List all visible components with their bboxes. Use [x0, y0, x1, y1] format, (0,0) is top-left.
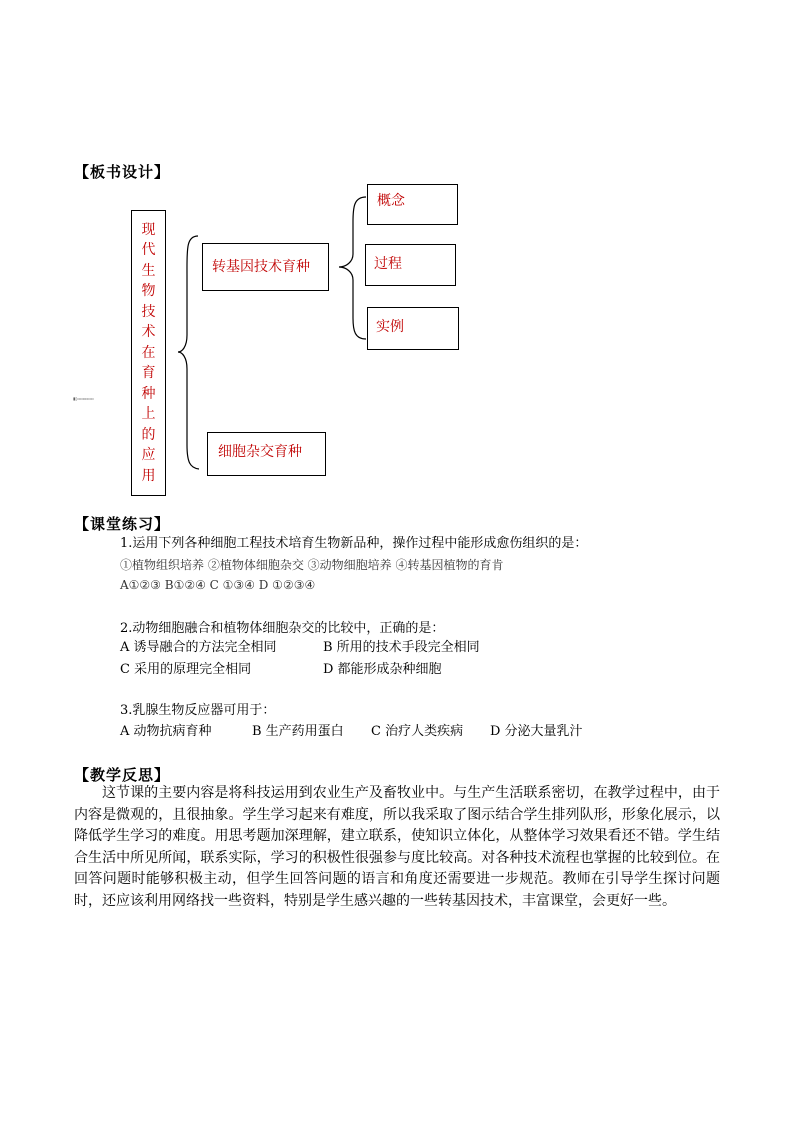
- q2-option-d: D 都能形成杂种细胞: [323, 662, 442, 677]
- q2-stem: 2.动物细胞融合和植物体细胞杂交的比较中，正确的是：: [120, 621, 445, 636]
- small-brace: [339, 197, 366, 339]
- process-label: 过程: [374, 256, 402, 272]
- q3-option-a: A 动物抗病育种: [120, 724, 212, 739]
- example-box: [367, 307, 459, 350]
- q1-items: ①植物组织培养 ②植物体细胞杂交 ③动物细胞培养 ④转基因植物的育肯: [120, 558, 504, 572]
- board-design-heading: 【板书设计】: [74, 163, 171, 181]
- q1-stem: 1.运用下列各种细胞工程技术培育生物新品种，操作过程中能形成愈伤组织的是：: [120, 536, 588, 551]
- transgenic-breeding-box: [202, 243, 329, 291]
- q3-stem: 3.乳腺生物反应器可用于：: [120, 703, 276, 718]
- reflection-paragraph: 这节课的主要内容是将科技运用到农业生产及畜牧业中。与生产生活联系密切，在教学过程中，由于内容是微观的，且很抽象。学生学习起来有难度，所以我采取了图示结合学生排列队形，形象化展示，以降低学生学习的难度。用思考题加深理解，建立联系，使知识立体化，从整体学习效果看还不错。学生结合生活中所见所闻，联系实际，学习的积极性很强参与度比较高。对各种技术流程也掌握的比较到位。在回答问题时能够积极主动，但学生回答问题的语言和角度还需要进一步规范。教师在引导学生探讨问题时，还应该利用网络找一些资料，特别是学生感兴趣的一些转基因技术，丰富课堂，会更好一些。: [74, 785, 720, 909]
- cell-hybrid-breeding-label: 细胞杂交育种: [218, 444, 302, 460]
- concept-box: [367, 184, 458, 225]
- tiny-mark: ▮▯▫▫▫▫▫▫: [73, 396, 94, 401]
- process-box: [365, 244, 456, 286]
- q3-option-b: B 生产药用蛋白: [252, 724, 344, 739]
- q1-options: A①②③ B①②④ C ①③④ D ①②③④: [120, 578, 316, 592]
- large-brace: [178, 236, 199, 469]
- cell-hybrid-breeding-box: [207, 432, 326, 476]
- q2-option-a: A 诱导融合的方法完全相同: [120, 640, 277, 655]
- q2-option-b: B 所用的技术手段完全相同: [323, 640, 480, 655]
- reflection-heading: 【教学反思】: [74, 766, 171, 784]
- q3-option-c: C 治疗人类疾病: [371, 724, 464, 739]
- transgenic-breeding-label: 转基因技术育种: [212, 259, 310, 275]
- main-title-text: 现代生物技术在育种上的应用: [141, 221, 156, 484]
- practice-heading: 【课堂练习】: [74, 515, 171, 533]
- q2-option-c: C 采用的原理完全相同: [120, 662, 252, 677]
- q3-option-d: D 分泌大量乳汁: [490, 724, 583, 739]
- example-label: 实例: [376, 319, 404, 335]
- concept-label: 概念: [377, 193, 405, 209]
